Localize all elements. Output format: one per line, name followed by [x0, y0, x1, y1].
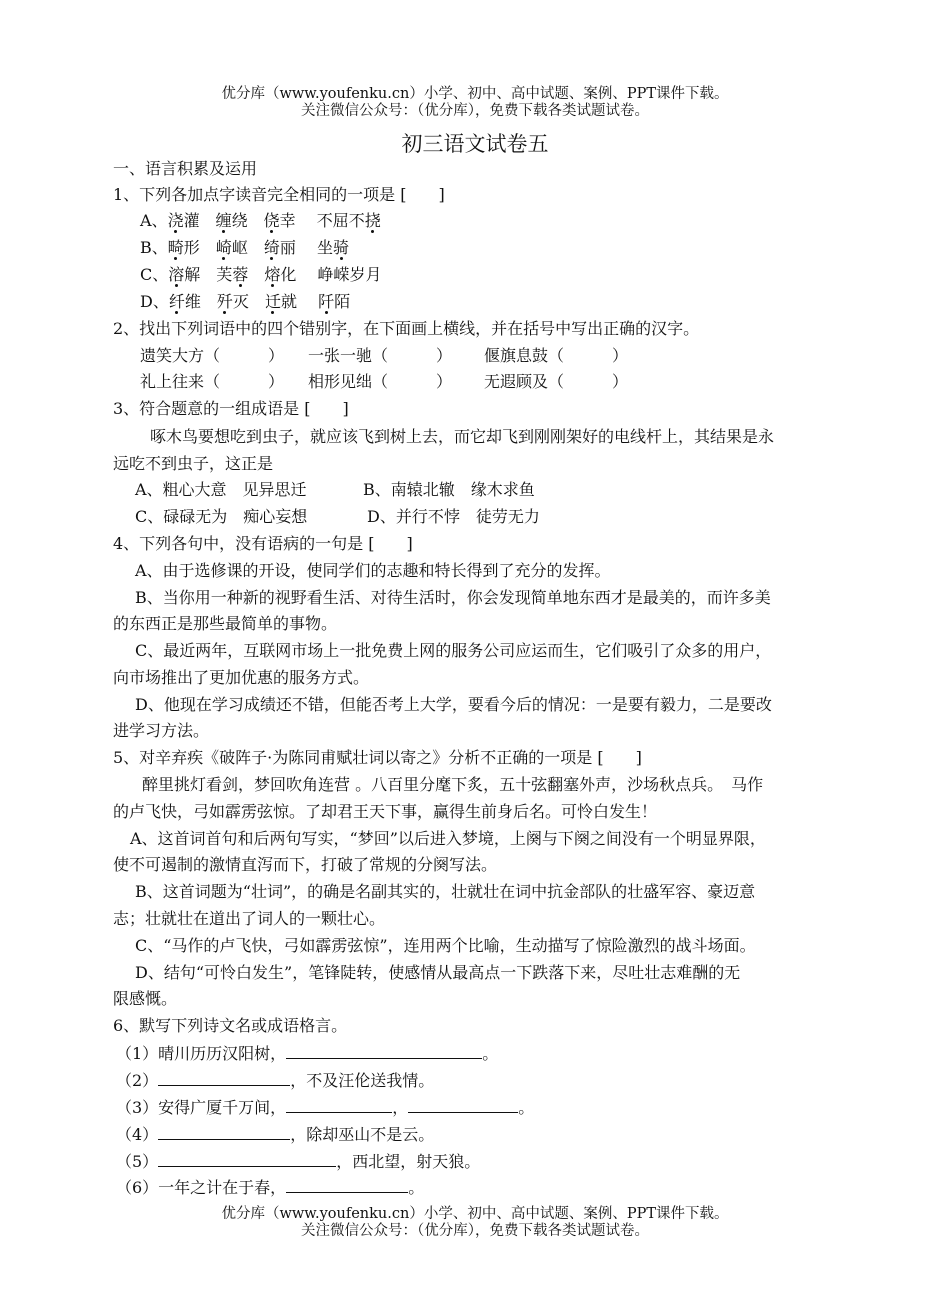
- item-text: ，: [392, 1098, 409, 1117]
- q6-item-3: [116, 1096, 534, 1119]
- header-line-2: 关注微信公众号：（优分库），免费下载各类试题试卷。: [301, 103, 649, 119]
- word-text: 解: [184, 265, 201, 284]
- item-text: （5）: [116, 1152, 159, 1171]
- q3-option-d: D、并行不悖 徒劳无力: [367, 507, 540, 526]
- fill-blank[interactable]: [286, 1176, 408, 1193]
- q1-option-a: [140, 210, 381, 232]
- dotted-char: 挠: [364, 211, 381, 230]
- q2-word: 礼上往来（ ）: [140, 372, 285, 391]
- item-text: （4）: [116, 1125, 159, 1144]
- word-text: 灭: [232, 292, 249, 311]
- dotted-char: 迁: [264, 292, 281, 311]
- word-text: 灌: [183, 211, 200, 230]
- word-text: 绕: [231, 211, 248, 230]
- q3-option-c: C、碌碌无为 痴心妄想: [135, 507, 308, 526]
- q5-poem-line-2: 的卢飞快，弓如霹雳弦惊。了却君王天下事，赢得生前身后名。可怜白发生！: [113, 802, 658, 821]
- dotted-char: 阡: [318, 292, 335, 311]
- word-text: 岖: [231, 238, 248, 257]
- q5-option-b-line-2: 志；壮就壮在道出了词人的一颗壮心。: [113, 909, 386, 928]
- q3-options-row-1: [135, 479, 535, 501]
- option-label: B、: [140, 238, 168, 257]
- q3-paragraph-line-1: 啄木鸟要想吃到虫子，就应该飞到树上去，而它却飞到刚刚架好的电线杆上，其结果是永: [150, 427, 775, 446]
- q5-option-c: C、“马作的卢飞快，弓如霹雳弦惊”，连用两个比喻，生动描写了惊险激烈的战斗场面。: [135, 936, 756, 955]
- word-text: 坐: [316, 238, 333, 257]
- q6-item-5: [116, 1150, 480, 1173]
- dotted-char: 绮: [263, 238, 280, 257]
- q5-poem-line-1: 醉里挑灯看剑，梦回吹角连营 。八百里分麾下炙，五十弦翻塞外声，沙场秋点兵。 马作: [142, 775, 764, 794]
- dotted-char: 浇: [167, 211, 184, 230]
- q1-option-d: [140, 291, 350, 313]
- word-text: 峥嵘岁: [317, 265, 366, 284]
- item-text: （1）晴川历历汉阳树，: [116, 1044, 287, 1063]
- q5-option-d-line-2: 限感慨。: [113, 989, 178, 1008]
- q4-option-c-line-1: C、最近两年，互联网市场上一批免费上网的服务公司应运而生，它们吸引了众多的用户，: [135, 641, 772, 660]
- q1-option-b: [140, 237, 349, 259]
- q6-stem: 6、默写下列诗文名或成语格言。: [113, 1016, 348, 1035]
- item-text: （2）: [116, 1071, 159, 1090]
- word-text: 就: [280, 292, 297, 311]
- q3-option-b: B、南辕北辙 缘木求鱼: [363, 480, 535, 499]
- q1-stem: 1、下列各加点字读音完全相同的一项是 [ ]: [113, 185, 445, 204]
- dotted-char: 崎: [215, 238, 232, 257]
- q2-word: 遗笑大方（ ）: [140, 346, 285, 365]
- page-title: 初三语文试卷五: [401, 132, 549, 156]
- dotted-char: 畸: [167, 238, 184, 257]
- option-label: A、: [140, 211, 168, 230]
- item-text: 。: [482, 1044, 499, 1063]
- q4-stem: 4、下列各句中，没有语病的一句是 [ ]: [113, 534, 413, 553]
- q2-word: 一张一驰（ ）: [308, 346, 453, 365]
- fill-blank[interactable]: [158, 1150, 336, 1167]
- dotted-char: 骑: [333, 238, 350, 257]
- word-text: 不屈不: [316, 211, 365, 230]
- dotted-char: 蓉: [232, 265, 249, 284]
- item-text: 。: [408, 1178, 425, 1197]
- q6-item-2: [116, 1069, 434, 1092]
- word-text: 维: [184, 292, 201, 311]
- q6-item-1: [116, 1042, 498, 1065]
- q6-item-6: [116, 1176, 424, 1199]
- item-text: （6）一年之计在于春，: [116, 1178, 287, 1197]
- q5-stem: 5、对辛弃疾《破阵子·为陈同甫赋壮词以寄之》分析不正确的一项是 [ ]: [113, 748, 642, 767]
- q4-option-d-line-2: 进学习方法。: [113, 721, 210, 740]
- q3-paragraph-line-2: 远吃不到虫子，这正是: [113, 454, 274, 473]
- fill-blank[interactable]: [158, 1069, 290, 1086]
- q3-option-a: A、粗心大意 见异思迁: [135, 480, 307, 499]
- item-text: （3）安得广厦千万间，: [116, 1098, 287, 1117]
- q5-option-a-line-1: A、这首词首句和后两句写实，“梦回”以后进入梦境，上阕与下阕之间没有一个明显界限，: [130, 829, 766, 848]
- dotted-char: 缠: [215, 211, 232, 230]
- q3-stem: 3、符合题意的一组成语是 [ ]: [113, 399, 349, 418]
- word-text: 幸: [279, 211, 296, 230]
- word-text: 形: [183, 238, 200, 257]
- q2-row-2: [140, 371, 628, 393]
- q2-word: 相形见绌（ ）: [308, 372, 453, 391]
- q2-word: 无遐顾及（ ）: [484, 372, 629, 391]
- q5-option-d-line-1: D、结句“可怜白发生”，笔锋陡转，使感情从最高点一下跌落下来，尽吐壮志难酬的无: [135, 963, 741, 982]
- header-line-1: 优分库（www.youfenku.cn）小学、初中、高中试题、案例、PPT课件下载。: [221, 86, 729, 102]
- fill-blank[interactable]: [408, 1096, 518, 1113]
- dotted-char: 歼: [216, 292, 233, 311]
- fill-blank[interactable]: [286, 1096, 392, 1113]
- word-text: 月: [365, 265, 382, 284]
- dotted-char: 纤: [168, 292, 185, 311]
- q5-option-a-line-2: 使不可遏制的激情直泻而下，打破了常规的分阕写法。: [113, 855, 498, 874]
- item-text: 。: [518, 1098, 535, 1117]
- word-text: 化: [280, 265, 297, 284]
- option-label: C、: [140, 265, 169, 284]
- fill-blank[interactable]: [286, 1042, 482, 1059]
- q4-option-b-line-1: B、当你用一种新的视野看生活、对待生活时，你会发现简单地东西才是最美的，而许多美: [135, 588, 771, 607]
- q2-word: 偃旗息鼓（ ）: [484, 346, 629, 365]
- q4-option-b-line-2: 的东西正是那些最简单的事物。: [113, 614, 338, 633]
- footer-line-2: 关注微信公众号：（优分库），免费下载各类试题试卷。: [301, 1223, 649, 1239]
- section-heading: 一、语言积累及运用: [113, 159, 258, 178]
- item-text: ，不及汪伦送我情。: [290, 1071, 435, 1090]
- dotted-char: 侥: [263, 211, 280, 230]
- q5-option-b-line-1: B、这首词题为“壮词”，的确是名副其实的，壮就壮在词中抗金部队的壮盛军容、豪迈意: [135, 882, 756, 901]
- q3-options-row-2: [135, 506, 540, 528]
- q2-row-1: [140, 345, 628, 367]
- word-text: 芙: [216, 265, 233, 284]
- q4-option-d-line-1: D、他现在学习成绩还不错，但能否考上大学，要看今后的情况：一是要有毅力，二是要改: [135, 695, 772, 714]
- option-label: D、: [140, 292, 169, 311]
- q4-option-c-line-2: 向市场推出了更加优惠的服务方式。: [113, 668, 370, 687]
- fill-blank[interactable]: [158, 1123, 290, 1140]
- footer-line-1: 优分库（www.youfenku.cn）小学、初中、高中试题、案例、PPT课件下载。: [221, 1206, 729, 1222]
- q1-option-c: [140, 264, 382, 286]
- dotted-char: 熔: [264, 265, 281, 284]
- dotted-char: 溶: [168, 265, 185, 284]
- q4-option-a: A、由于选修课的开设，使同学们的志趣和特长得到了充分的发挥。: [135, 561, 611, 580]
- word-text: 陌: [334, 292, 351, 311]
- q2-stem: 2、找出下列词语中的四个错别字，在下面画上横线，并在括号中写出正确的汉字。: [113, 319, 700, 338]
- q6-item-4: [116, 1123, 434, 1146]
- item-text: ，西北望，射天狼。: [336, 1152, 481, 1171]
- item-text: ，除却巫山不是云。: [290, 1125, 435, 1144]
- word-text: 丽: [279, 238, 296, 257]
